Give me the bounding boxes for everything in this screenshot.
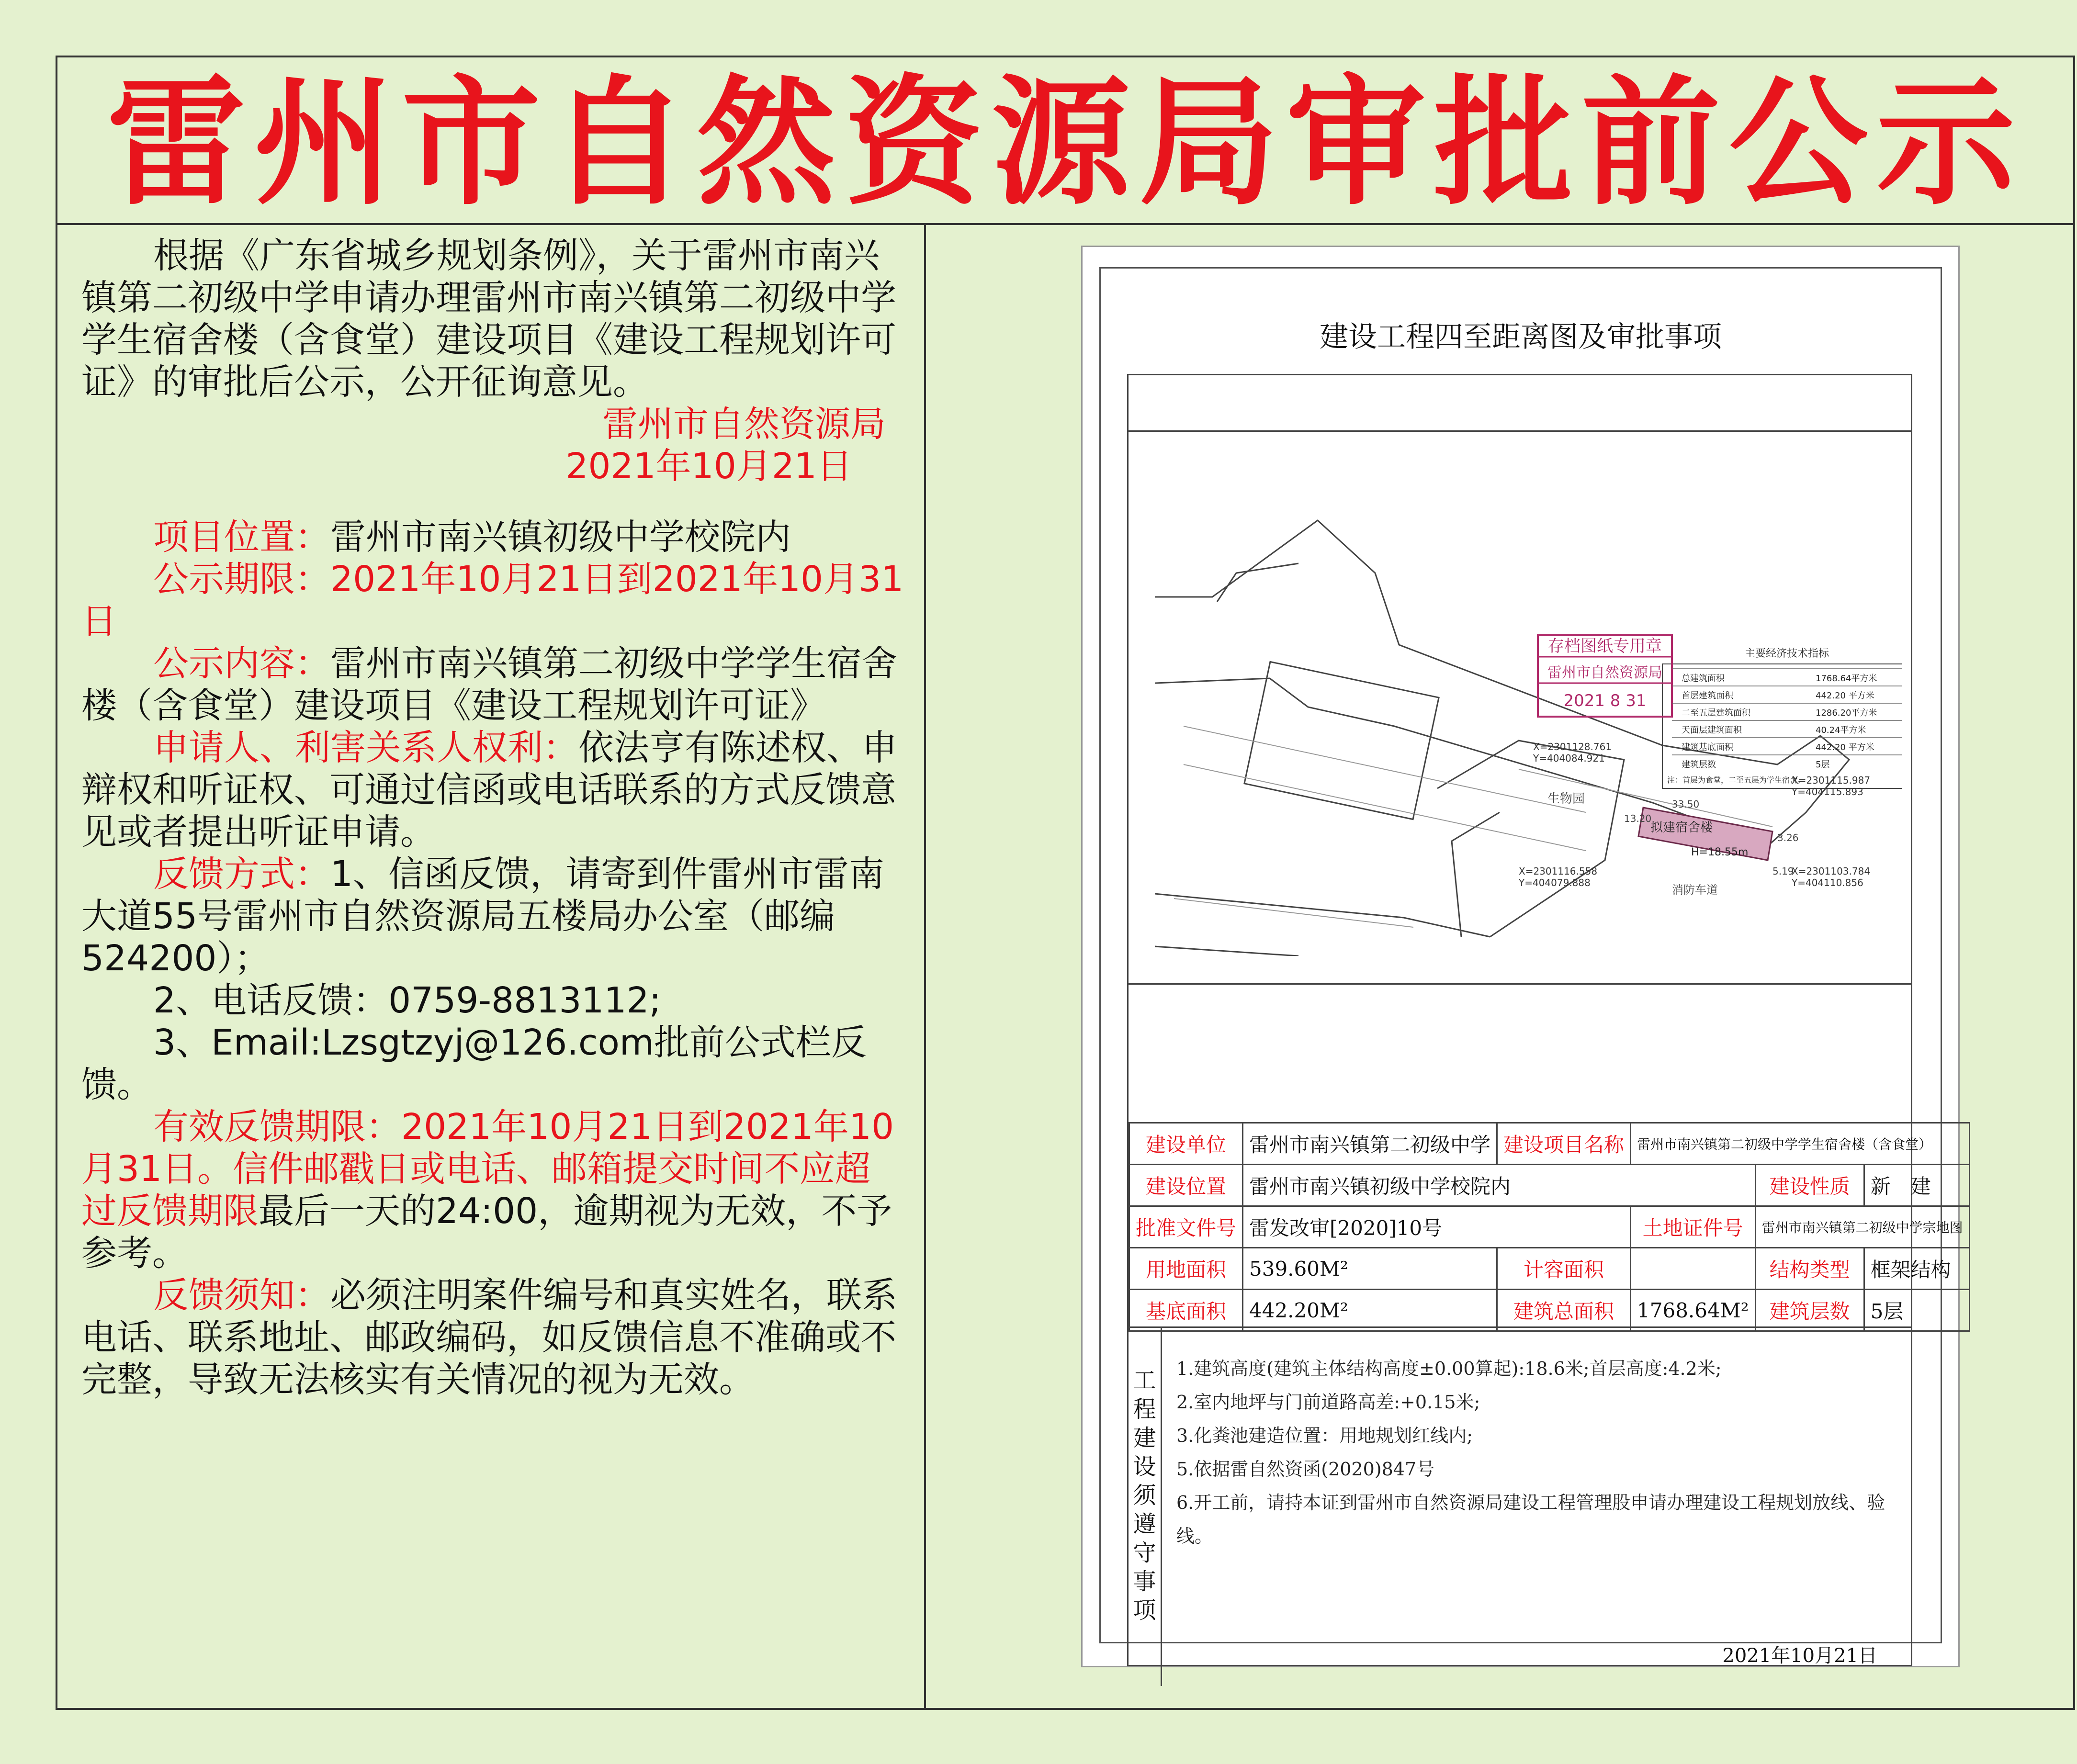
indicator-name: 总建筑面积 (1682, 674, 1725, 684)
label-char: 遵 (1133, 1511, 1156, 1538)
feedback-email: 3、Email:Lzsgtzyj@126.com批前公式栏反馈。 (81, 1022, 867, 1105)
requirement-item: 1.建筑高度(建筑主体结构高度±0.00算起):18.6米;首层高度:4.2米; (1176, 1358, 1722, 1379)
section-text: 雷州市南兴镇第二初级中学学生宿舍楼（含食堂）建设项目《建设工程规划许可证》 (81, 643, 897, 726)
requirements-section (1129, 1326, 1911, 1686)
value-build-unit: 雷州市南兴镇第二初级中学 (1243, 1123, 1497, 1165)
label-total-area: 建筑总面积 (1497, 1290, 1631, 1331)
building-block (1244, 662, 1439, 819)
deadline-black: 最后一天的24:00，逾期视为无效，不予参考。 (81, 1191, 892, 1274)
section-label: 公示内容： (153, 643, 330, 684)
section-text: 依法亨有陈述权、申辩权和听证权、可通过信函或电话联系的方式反馈意见或者提出听证申请。 (81, 727, 897, 853)
value-approval: 雷发改审[2020]10号 (1243, 1206, 1631, 1248)
label-floors: 建筑层数 (1755, 1290, 1864, 1331)
divider-vertical (924, 223, 926, 1710)
road-line (1174, 726, 1586, 927)
road-line (1155, 894, 1490, 937)
approval-table (1129, 1122, 1970, 1332)
section-location (81, 516, 905, 558)
issue-date: 2021年10月21日 (565, 446, 852, 487)
document-title: 建设工程四至距离图及审批事项 (1320, 320, 1722, 354)
value-structure: 框架结构 (1864, 1248, 1969, 1290)
coordinate: Y=404079.888 (1519, 877, 1591, 888)
stamp-text: 雷州市自然资源局 (1547, 664, 1662, 681)
section-period (81, 558, 905, 642)
drawing-box (1127, 374, 1963, 1667)
section-text: 雷州市南兴镇初级中学校院内 (330, 517, 791, 558)
coordinate: Y=404084.921 (1533, 753, 1605, 764)
intro-paragraph: 根据《广东省城乡规划条例》，关于雷州市南兴镇第二初级中学申请办理雷州市南兴镇第二初级中学学生宿舍楼（含食堂）建设项目《建设工程规划许可证》的审批后公示，公开征询意见。 (81, 235, 896, 403)
label-land-cert: 土地证件号 (1631, 1206, 1756, 1248)
site-plan (1155, 477, 1902, 956)
coordinate: Y=404115.893 (1792, 786, 1863, 798)
indicator-note: 注：首层为食堂，二至五层为学生宿舍。 (1667, 775, 1806, 785)
indicator-name: 建筑基底面积 (1682, 742, 1733, 753)
dimension-label: 3.26 (1777, 832, 1799, 843)
coordinate: X=2301115.987 (1792, 775, 1871, 786)
building-height: H=18.55m (1691, 846, 1749, 858)
indicator-value: 5层 (1816, 760, 1830, 770)
indicator-rows (1672, 669, 1902, 770)
value-nature: 新 建 (1864, 1165, 1969, 1206)
requirement-item: 6.开工前，请持本证到雷州市自然资源局建设工程管理股申请办理建设工程规划放线、验线。 (1176, 1492, 1885, 1547)
road-line (1155, 946, 1298, 956)
requirements-list (1176, 1352, 1911, 1553)
value-land-cert: 雷州市南兴镇第二初级中学宗地图 (1755, 1206, 1969, 1248)
label-structure: 结构类型 (1755, 1248, 1864, 1290)
coordinate: X=2301128.761 (1533, 741, 1612, 753)
indicator-value: 442.20 平方米 (1816, 742, 1874, 753)
label-base-area: 基底面积 (1129, 1290, 1243, 1331)
value-floors: 5层 (1864, 1290, 1969, 1331)
indicator-title: 主要经济技术指标 (1744, 648, 1829, 660)
label-far-area: 计容面积 (1497, 1248, 1631, 1290)
value-far-area (1631, 1248, 1756, 1290)
feedback-phone: 2、电话反馈：0759-8813112; (153, 980, 661, 1021)
label-project-name: 建设项目名称 (1497, 1123, 1631, 1165)
value-location: 雷州市南兴镇初级中学校院内 (1243, 1165, 1756, 1206)
value-land-area: 539.60M² (1243, 1248, 1497, 1290)
section-label: 反馈方式： (153, 854, 330, 895)
notice-text (81, 235, 905, 1401)
indicator-name: 二至五层建筑面积 (1682, 708, 1750, 718)
feedback-notice (81, 1274, 905, 1401)
section-text: 2021年10月21日到2021年10月31日 (81, 559, 904, 642)
feedback-deadline (81, 1106, 905, 1274)
label-build-unit: 建设单位 (1129, 1123, 1243, 1165)
deadline-red: 有效反馈期限：2021年10月21日到2021年10月31日。信件邮戳日或电话、邮箱提交时间不应超过反馈期限 (81, 1106, 894, 1232)
indicator-name: 首层建筑面积 (1682, 691, 1733, 701)
building-label: 拟建宿舍楼 (1650, 820, 1713, 835)
label-char: 程 (1133, 1396, 1156, 1423)
coordinate: X=2301116.558 (1519, 865, 1598, 877)
dimension-label: 33.50 (1672, 798, 1700, 810)
section-label: 公示期限： (153, 559, 330, 600)
archive-stamp (1538, 635, 1672, 717)
indicator-value: 1286.20平方米 (1816, 708, 1877, 718)
section-feedback (81, 853, 905, 979)
label-char: 设 (1133, 1453, 1156, 1480)
requirement-item: 3.化粪池建造位置：用地规划红线内; (1176, 1425, 1473, 1446)
notice-text-body: 必须注明案件编号和真实姓名，联系电话、联系地址、邮政编码，如反馈信息不准确或不完整，导致无法核实有关情况的视为无效。 (81, 1275, 897, 1400)
indicator-value: 442.20 平方米 (1816, 691, 1874, 701)
label-location: 建设位置 (1129, 1165, 1243, 1206)
label-char: 项 (1133, 1597, 1156, 1624)
value-base-area: 442.20M² (1243, 1290, 1497, 1331)
section-rights (81, 727, 905, 853)
dimension-label: 13.20 (1624, 813, 1652, 824)
section-content (81, 642, 905, 727)
requirement-item: 2.室内地坪与门前道路高差:+0.15米; (1176, 1392, 1480, 1413)
indicator-value: 1768.64平方米 (1816, 674, 1877, 684)
requirements-label (1129, 1328, 1162, 1686)
approval-document (1081, 246, 1963, 1667)
indicator-name: 天面层建筑面积 (1682, 725, 1742, 735)
issuer: 雷州市自然资源局 (602, 404, 886, 445)
document-border (1099, 267, 1963, 1667)
coordinate: Y=404110.856 (1792, 877, 1863, 888)
fire-road-label: 消防车道 (1672, 883, 1718, 897)
label-char: 须 (1133, 1482, 1156, 1509)
field-label: 生物园 (1547, 792, 1585, 806)
label-char: 工 (1133, 1367, 1156, 1394)
stamp-date: 2021 8 31 (1563, 691, 1647, 710)
page-title: 雷州市自然资源局审批前公示 (107, 63, 2024, 224)
notice-label: 反馈须知： (153, 1275, 330, 1316)
label-char: 建 (1133, 1425, 1156, 1451)
indicator-name: 建筑层数 (1682, 760, 1716, 770)
road-line (1217, 563, 1298, 602)
value-project-name: 雷州市南兴镇第二初级中学学生宿舍楼（含食堂） (1631, 1123, 1970, 1165)
dimension-label: 5.19 (1772, 865, 1794, 877)
label-char: 事 (1133, 1568, 1156, 1595)
value-total-area: 1768.64M² (1631, 1290, 1756, 1331)
document-date: 2021年10月21日 (1722, 1645, 1877, 1667)
indicator-value: 40.24平方米 (1816, 725, 1866, 735)
stamp-text: 存档图纸专用章 (1548, 637, 1662, 656)
coordinate: X=2301103.784 (1792, 865, 1871, 877)
label-char: 守 (1133, 1539, 1156, 1566)
label-land-area: 用地面积 (1129, 1248, 1243, 1290)
section-label: 项目位置： (153, 517, 330, 558)
label-nature: 建设性质 (1755, 1165, 1864, 1206)
section-text: 1、信函反馈，请寄到件雷州市雷南大道55号雷州市自然资源局五楼局办公室（邮编524200）； (81, 854, 885, 979)
label-approval: 批准文件号 (1129, 1206, 1243, 1248)
requirement-item: 5.依据雷自然资函(2020)847号 (1176, 1459, 1435, 1480)
section-label: 申请人、利害关系人权利： (153, 727, 578, 768)
